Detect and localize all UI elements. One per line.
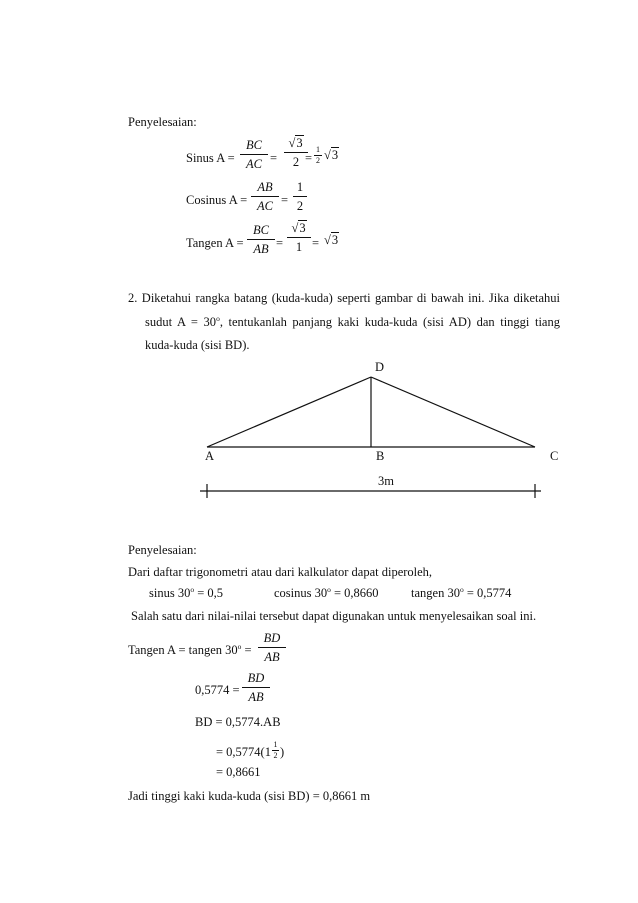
cosinus-equals: =: [281, 193, 289, 207]
sqrt-symbol: √3: [291, 221, 306, 235]
cosinus-label: Cosinus A =: [186, 193, 248, 207]
problem-line-2: sudut $A = 30^o$, tentukanlah panjang kaki kuda-kuda (sisi AD) dan tinggi tiang: [145, 313, 560, 329]
vertex-label-d: D: [375, 360, 385, 374]
edge-dc: [371, 377, 535, 447]
sinus-equals: =: [270, 151, 278, 165]
problem-line-3: kuda-kuda (sisi BD).: [145, 338, 250, 352]
cosinus-fraction: $\frac{AB}{AC}$: [251, 181, 279, 212]
sinus-numerator: BC: [240, 139, 268, 155]
sinus-denominator: AC: [246, 156, 262, 171]
tangen-equals: =: [276, 236, 284, 250]
tangen-equals-2: =: [312, 236, 320, 250]
sqrt-symbol: √3: [288, 136, 303, 150]
tangen-fraction: $\frac{BC}{AB}$: [247, 224, 275, 255]
sinus-half-fraction: $\frac{1}{2}$: [316, 145, 320, 165]
sinus-root-denominator: 2: [292, 154, 300, 169]
vertex-label-b: B: [376, 449, 385, 463]
step2: BD = 0,5774.AB: [195, 715, 281, 729]
section2-heading: Penyelesaian:: [128, 543, 197, 557]
sinus-equals-2: =: [305, 151, 313, 165]
cosinus-result-fraction: $\frac{1}{2}$: [293, 181, 307, 212]
section1-heading: Penyelesaian:: [128, 115, 197, 129]
sqrt-symbol: √3: [324, 148, 339, 162]
tangen-equation-label: Tangen A = tangen $30^o$ =: [128, 641, 252, 657]
sinus-label: Sinus A =: [186, 151, 235, 165]
edge-ad: [207, 377, 371, 447]
section2-note: Salah satu dari nilai-nilai tersebut dapat digunakan untuk menyelesaikan soal ini.: [131, 609, 537, 623]
tangen-value: tangen $30^o = 0,5774$: [411, 584, 512, 600]
step1-label: 0,5774 =: [195, 683, 240, 697]
dimension-label: 3m: [378, 474, 394, 488]
section2-intro: Dari daftar trigonometri atau dari kalkulator dapat diperoleh,: [128, 565, 433, 579]
bd-over-ab-fraction: $\frac{BD}{AB}$: [258, 632, 286, 663]
tangen-label: Tangen A =: [186, 236, 244, 250]
sinus-value: sinus $30^o = 0,5$: [149, 584, 224, 600]
cosinus-value: cosinus $30^o = 0,8660$: [274, 584, 379, 600]
step3: = 0,5774(1 $\frac{1}{2}$ ): [216, 740, 285, 760]
conclusion: Jadi tinggi kaki kuda-kuda (sisi BD) = 0,8661 m: [128, 789, 371, 803]
problem-line-1: 2. Diketahui rangka batang (kuda-kuda) seperti gambar di bawah ini. Jika diketahui: [128, 291, 560, 305]
tangen-root-fraction: $\frac{√3}{1}$: [287, 222, 311, 253]
step1-fraction: $\frac{BD}{AB}$: [242, 672, 270, 703]
vertex-label-c: C: [550, 449, 559, 463]
vertex-label-a: A: [205, 449, 215, 463]
sqrt-symbol: √3: [324, 233, 339, 247]
step4: = 0,8661: [216, 765, 261, 779]
